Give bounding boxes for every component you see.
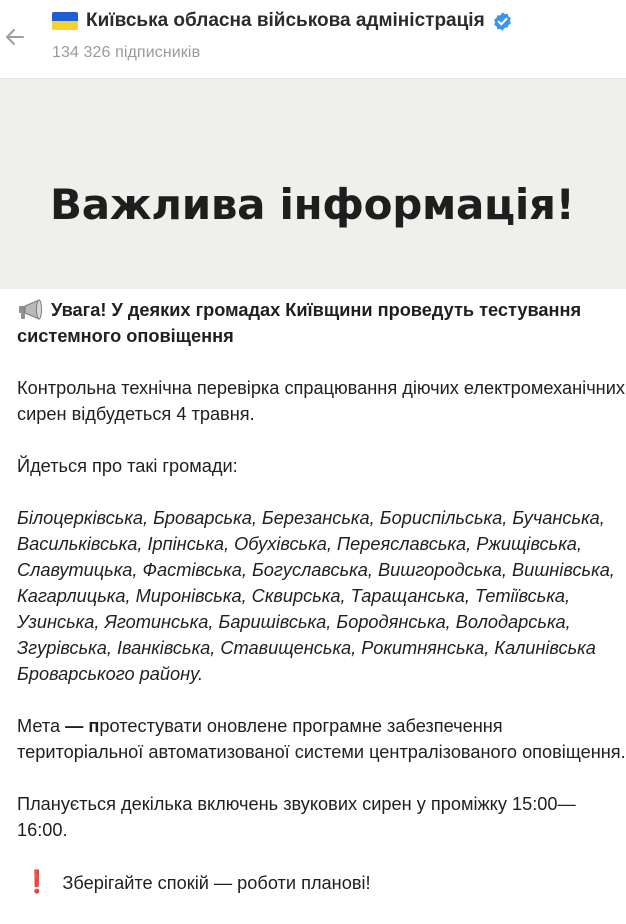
goal-bold: — п xyxy=(65,716,100,736)
back-button[interactable] xyxy=(2,24,28,50)
headline-text: Увага! У деяких громадах Київщини проведуть тестування системного оповіщення xyxy=(17,300,582,346)
goal-prefix: Мета xyxy=(17,716,66,736)
channel-header xyxy=(0,0,626,79)
paragraph-final xyxy=(17,869,626,896)
paragraph-goal xyxy=(17,713,626,765)
subscriber-count: 134 326 підписників xyxy=(52,44,201,61)
banner-title: Важлива інформація! xyxy=(50,180,575,229)
arrow-left-icon xyxy=(3,25,27,49)
communities-list: Білоцерківська, Броварська, Березанська, Бориспільська, Бучанська, Васильківська, Ірпінська, Обухівська, Переяславська, Ржищівська, Славутицька, Фастівська, Богуславська, Вишгородська, Вишнівська, Кагарлицька, Миронівська, Сквирська, Таращанська, Тетіївська, Узинська, Яготинська, Баришівська, Бородянська, Володарська, Згурівська, Іванківська, Ставищенська, Рокитнянська, Калинівська Броварського району. xyxy=(17,508,615,684)
ukraine-flag-icon xyxy=(52,12,78,30)
exclamation-icon: ❗ xyxy=(23,869,51,894)
final-text: Зберігайте спокій — роботи планові! xyxy=(62,873,371,893)
goal-rest: ротестувати оновлене програмне забезпечення територіальної автоматизованої системи централізованого оповіщення. xyxy=(17,716,626,762)
post-banner-image[interactable] xyxy=(0,79,626,289)
verified-badge-icon xyxy=(492,11,513,32)
paragraph-siren-time: Планується декілька включень звукових сирен у проміжку 15:00—16:00. xyxy=(17,794,576,840)
channel-title-row[interactable] xyxy=(52,10,513,32)
post-text xyxy=(0,289,626,896)
channel-name: Київська обласна військова адміністрація xyxy=(86,10,485,31)
paragraph-check-date: Контрольна технічна перевірка спрацювання діючих електромеханічних сирен відбудеться 4 травня. xyxy=(17,378,625,424)
paragraph-communities-intro: Йдеться про такі громади: xyxy=(17,456,238,476)
loudspeaker-icon xyxy=(17,298,45,320)
post-headline xyxy=(17,297,626,349)
